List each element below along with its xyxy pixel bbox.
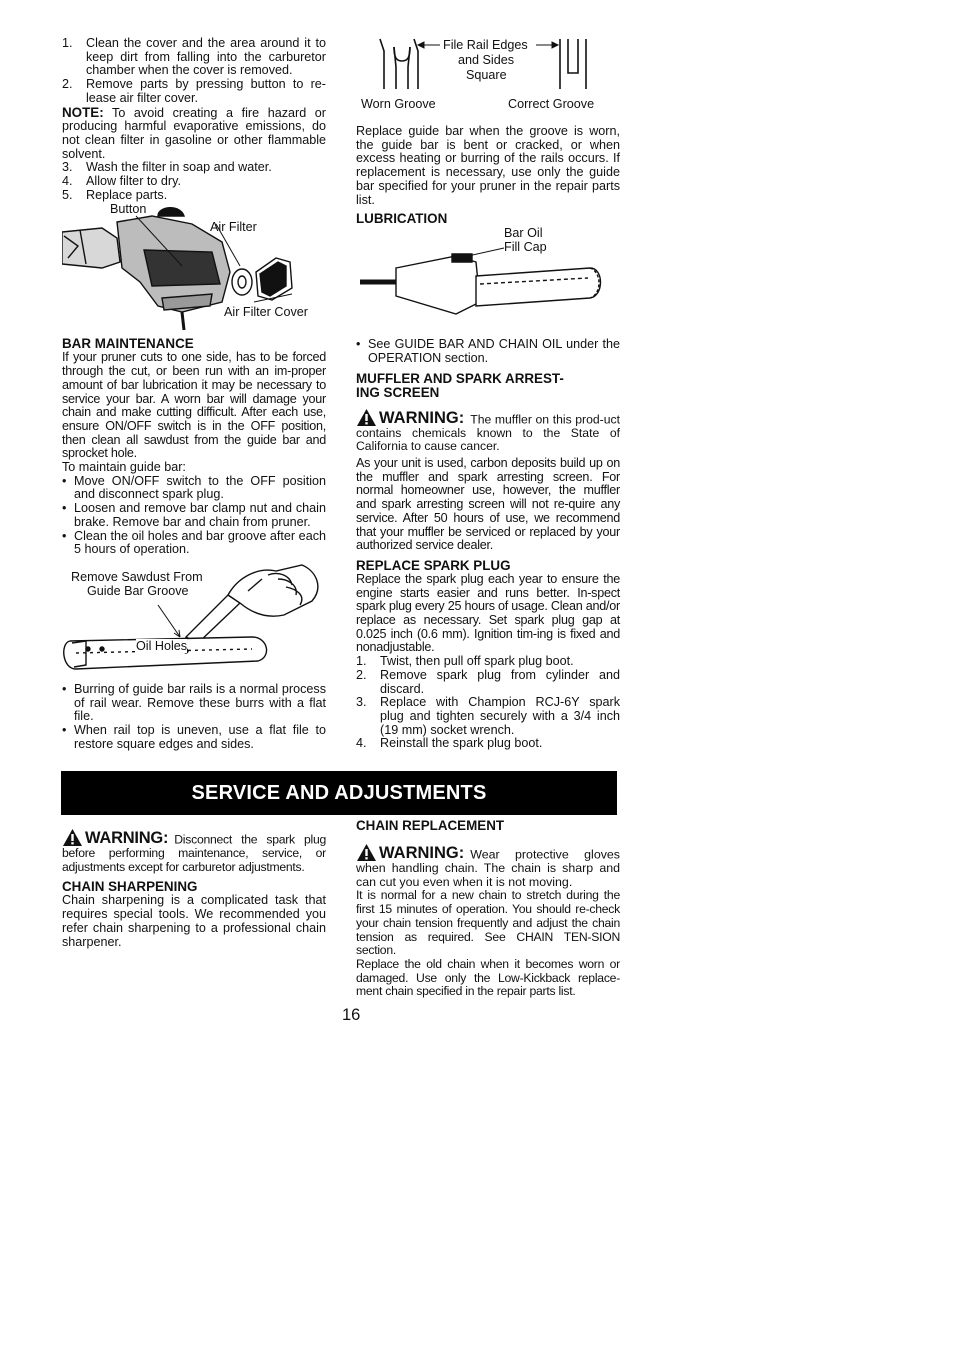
spark-plug-heading: REPLACE SPARK PLUG: [356, 557, 511, 573]
muffler-warning: WARNING: The muffler on this prod-uct contains chemicals known to the State of California to cause cancer.: [356, 408, 620, 454]
oil-holes-label: Oil Holes: [136, 638, 188, 653]
remove-sawdust-label-2: Guide Bar Groove: [87, 583, 189, 598]
replace-guide-bar-text: Replace guide bar when the groove is worn, the guide bar is bent or cracked, or when excess heating or burring of the rails occurs. If replacement is necessary, use only the guide bar specified for your pruner in the repair parts list.: [356, 124, 620, 207]
list-item: 1. Clean the cover and the area around it to keep dirt from falling into the carburetor chamber when the cover is removed.: [62, 36, 326, 78]
left-column: [62, 37, 326, 752]
muffler-heading-2: ING SCREEN: [356, 384, 440, 400]
guide-bar-intro: To maintain guide bar:: [62, 460, 186, 475]
bottom-left-column: [62, 828, 326, 949]
bar-oil-label-1: Bar Oil: [504, 226, 543, 241]
list-item: • When rail top is uneven, use a flat file to restore square edges and sides.: [62, 723, 326, 751]
right-column: [356, 37, 620, 751]
list-item: 4. Reinstall the spark plug boot.: [356, 736, 543, 751]
correct-groove-label: Correct Groove: [508, 97, 595, 111]
page-number: 16: [342, 1006, 361, 1024]
warning-heading: WARNING:: [62, 828, 168, 847]
remove-sawdust-label-1: Remove Sawdust From: [71, 569, 203, 584]
muffler-heading-1: MUFFLER AND SPARK ARREST-: [356, 370, 564, 386]
list-item: • Loosen and remove bar clamp nut and chain brake. Remove bar and chain from pruner.: [62, 501, 326, 529]
lubrication-heading: LUBRICATION: [356, 211, 448, 227]
bar-oil-label-2: Fill Cap: [504, 240, 547, 255]
note-paragraph: NOTE: To avoid creating a fire hazard or producing harmful evaporative emissions, do not clean filter in gasoline or other flammable solvent.: [62, 104, 326, 161]
air-filter-figure: [62, 202, 326, 338]
air-filter-steps-b: [62, 161, 326, 202]
replace-chain-text: Replace the old chain when it becomes worn or damaged. Use only the Low-Kickback replace-ment chain specified in the repair parts list.: [356, 956, 620, 999]
file-rail-label-2: and Sides: [458, 53, 515, 67]
chain-sharpening-heading: CHAIN SHARPENING: [62, 879, 198, 895]
guide-bar-list: [62, 475, 326, 557]
list-item: • See GUIDE BAR AND CHAIN OIL under the OPERATION section.: [356, 337, 620, 365]
file-rail-label-1: File Rail Edges: [443, 38, 528, 52]
list-item: 1. Twist, then pull off spark plug boot.: [356, 654, 574, 669]
chain-replacement-heading: CHAIN REPLACEMENT: [356, 818, 505, 833]
warning-triangle-icon: [356, 408, 377, 427]
button-label: Button: [110, 202, 147, 217]
note-label: NOTE:: [62, 104, 104, 120]
list-item: 3. Replace with Champion RCJ-6Y spark plug and tighten securely with a 3/4 inch (19 mm) socket wrench.: [356, 695, 620, 737]
warning-triangle-icon: [62, 828, 83, 847]
guide-bar-figure: [62, 557, 326, 683]
air-filter-steps-a: [62, 37, 326, 106]
warning-triangle-icon: [356, 843, 377, 862]
bar-maintenance-text: If your pruner cuts to one side, has to be forced through the cut, or been run with an im-proper amount of bar lubrication it may be necessary to service your bar. A worn bar will damage your chain and make cutting difficult. After each use, ensure ON/OFF switch is in the OFF position, then clean all sawdust from the guide bar and sprocket hole.: [62, 350, 326, 461]
list-item: 5. Replace parts.: [62, 187, 168, 202]
service-adjustments-banner: [61, 771, 617, 815]
list-item: 2. Remove parts by pressing button to re-lease air filter cover.: [62, 77, 326, 105]
list-item: 2. Remove spark plug from cylinder and discard.: [356, 667, 620, 696]
muffler-text: As your unit is used, carbon deposits build up on the muffler and spark arresting screen. For normal homeowner use, however, the muffler and spark arresting screen will not re-quire any service. After 50 hours of use, we recommend that your muffler be serviced or replaced by your authorized service dealer.: [356, 456, 620, 553]
lubrication-list: [356, 338, 620, 365]
burr-list: [62, 683, 326, 752]
list-item: 3. Wash the filter in soap and water.: [62, 160, 272, 175]
spark-plug-steps: [356, 655, 620, 751]
chain-stretch-text: It is normal for a new chain to stretch during the first 15 minutes of operation. You should re-check your chain tension frequently and adjust the chain tension as required. See CHAIN TEN-SION section.: [356, 888, 620, 958]
air-filter-label: Air Filter: [210, 220, 257, 235]
list-item: • Burring of guide bar rails is a normal process of rail wear. Remove these burrs with a flat file.: [62, 681, 326, 724]
list-item: 4. Allow filter to dry.: [62, 174, 181, 189]
file-rail-label-3: Square: [466, 68, 507, 82]
spark-plug-text: Replace the spark plug each year to ensure the engine starts easier and runs better. In-spect spark plug every 25 hours of usage. Clean and/or replace as necessary. Set spark plug gap at 0.025 inch (0.6 mm). Ignition tim-ing is fixed and nonadjustable.: [356, 571, 620, 655]
chain-sharpening-text: Chain sharpening is a complicated task that requires special tools. We recommended you refer chain sharpening to a professional chain sharpener.: [62, 893, 326, 949]
worn-groove-label: Worn Groove: [361, 97, 436, 111]
groove-figure: [356, 37, 620, 125]
air-filter-cover-label: Air Filter Cover: [224, 305, 308, 320]
list-item: • Move ON/OFF switch to the OFF position and disconnect spark plug.: [62, 473, 326, 502]
lubrication-figure: [356, 226, 620, 338]
lubrication-illustration: [356, 226, 620, 338]
gloves-warning: WARNING: Wear protective gloves when handling chain. The chain is sharp and can cut you even when it is not moving.: [356, 844, 620, 889]
warning-heading: WARNING:: [356, 843, 464, 862]
banner-title: SERVICE AND ADJUSTMENTS: [191, 781, 487, 804]
list-item: • Clean the oil holes and bar groove after each 5 hours of operation.: [62, 528, 326, 557]
warning-heading: WARNING:: [356, 408, 464, 427]
bottom-right-column: [356, 819, 620, 999]
disconnect-warning: WARNING: Disconnect the spark plug before performing maintenance, service, or adjustments except for carburetor adjustments.: [62, 829, 326, 874]
bar-maintenance-heading: BAR MAINTENANCE: [62, 336, 194, 352]
